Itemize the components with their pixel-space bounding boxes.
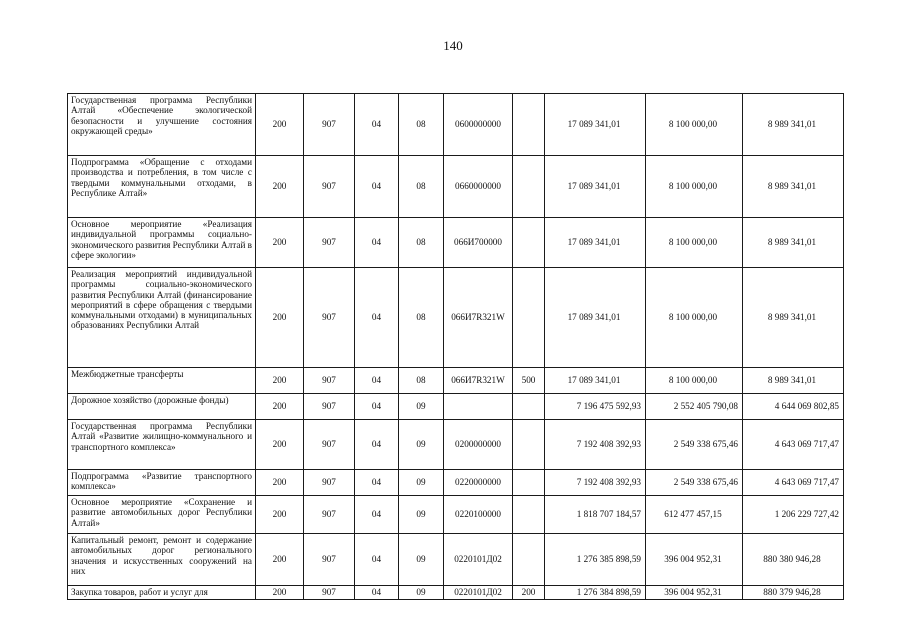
table-row <box>68 420 844 470</box>
budget-table <box>67 93 844 600</box>
ved-code: 200 <box>256 420 304 470</box>
section-code: 04 <box>355 218 399 268</box>
grbs-code: 907 <box>304 496 355 534</box>
subsection-code: 08 <box>399 368 444 394</box>
expense-type-code: 200 <box>513 586 545 600</box>
ved-code: 200 <box>256 368 304 394</box>
expense-type-code: 500 <box>513 368 545 394</box>
amount-second: 2 549 338 675,46 <box>646 470 743 496</box>
section-code: 04 <box>355 268 399 368</box>
section-code: 04 <box>355 470 399 496</box>
target-article-code: 0600000000 <box>444 94 513 156</box>
subsection-code: 09 <box>399 534 444 586</box>
expense-type-code <box>513 470 545 496</box>
grbs-code: 907 <box>304 268 355 368</box>
page-number: 140 <box>443 38 463 53</box>
grbs-code: 907 <box>304 586 355 600</box>
row-name: Межбюджетные трансферты <box>68 368 256 394</box>
amount-total: 1 276 384 898,59 <box>545 586 646 600</box>
subsection-code: 08 <box>399 94 444 156</box>
ved-code: 200 <box>256 586 304 600</box>
row-name: Капитальный ремонт, ремонт и содержание автомобильных дорог регионального значения и искусственных сооружений на них <box>68 534 256 586</box>
table-row <box>68 156 844 218</box>
table-row <box>68 218 844 268</box>
grbs-code: 907 <box>304 218 355 268</box>
subsection-code: 09 <box>399 586 444 600</box>
ved-code: 200 <box>256 534 304 586</box>
table-row <box>68 470 844 496</box>
amount-third: 4 643 069 717,47 <box>743 420 844 470</box>
amount-second: 8 100 000,00 <box>646 156 743 218</box>
amount-third: 8 989 341,01 <box>743 94 844 156</box>
amount-third: 8 989 341,01 <box>743 218 844 268</box>
amount-third: 8 989 341,01 <box>743 368 844 394</box>
section-code: 04 <box>355 534 399 586</box>
amount-third: 880 379 946,28 <box>743 586 844 600</box>
ved-code: 200 <box>256 470 304 496</box>
subsection-code: 09 <box>399 420 444 470</box>
ved-code: 200 <box>256 218 304 268</box>
section-code: 04 <box>355 156 399 218</box>
ved-code: 200 <box>256 394 304 420</box>
amount-total: 17 089 341,01 <box>545 268 646 368</box>
section-code: 04 <box>355 586 399 600</box>
amount-third: 1 206 229 727,42 <box>743 496 844 534</box>
amount-third: 880 380 946,28 <box>743 534 844 586</box>
grbs-code: 907 <box>304 94 355 156</box>
amount-second: 396 004 952,31 <box>646 534 743 586</box>
expense-type-code <box>513 534 545 586</box>
amount-third: 8 989 341,01 <box>743 156 844 218</box>
amount-total: 7 192 408 392,93 <box>545 420 646 470</box>
expense-type-code <box>513 420 545 470</box>
amount-second: 2 549 338 675,46 <box>646 420 743 470</box>
target-article-code: 0220000000 <box>444 470 513 496</box>
grbs-code: 907 <box>304 470 355 496</box>
amount-third: 4 644 069 802,85 <box>743 394 844 420</box>
table-row <box>68 394 844 420</box>
target-article-code: 0220101Д02 <box>444 534 513 586</box>
section-code: 04 <box>355 368 399 394</box>
target-article-code: 0220100000 <box>444 496 513 534</box>
amount-second: 8 100 000,00 <box>646 368 743 394</box>
expense-type-code <box>513 156 545 218</box>
amount-second: 612 477 457,15 <box>646 496 743 534</box>
table-row <box>68 268 844 368</box>
expense-type-code <box>513 268 545 368</box>
expense-type-code <box>513 496 545 534</box>
table-row <box>68 534 844 586</box>
amount-second: 2 552 405 790,08 <box>646 394 743 420</box>
section-code: 04 <box>355 394 399 420</box>
target-article-code: 0660000000 <box>444 156 513 218</box>
subsection-code: 09 <box>399 496 444 534</box>
row-name: Подпрограмма «Развитие транспортного комплекса» <box>68 470 256 496</box>
ved-code: 200 <box>256 156 304 218</box>
section-code: 04 <box>355 496 399 534</box>
target-article-code: 066И7R321W <box>444 368 513 394</box>
table-row <box>68 586 844 600</box>
target-article-code: 066И700000 <box>444 218 513 268</box>
target-article-code: 0200000000 <box>444 420 513 470</box>
subsection-code: 09 <box>399 470 444 496</box>
amount-total: 17 089 341,01 <box>545 218 646 268</box>
ved-code: 200 <box>256 268 304 368</box>
row-name: Государственная программа Республики Алтай «Обеспечение экологической безопасности и улучшение состояния окружающей среды» <box>68 94 256 156</box>
ved-code: 200 <box>256 496 304 534</box>
expense-type-code <box>513 94 545 156</box>
amount-third: 4 643 069 717,47 <box>743 470 844 496</box>
expense-type-code <box>513 394 545 420</box>
section-code: 04 <box>355 420 399 470</box>
row-name: Закупка товаров, работ и услуг для <box>68 586 256 600</box>
row-name: Основное мероприятие «Реализация индивидуальной программы социально-экономического развития Республики Алтай в сфере экологии» <box>68 218 256 268</box>
amount-total: 1 818 707 184,57 <box>545 496 646 534</box>
row-name: Дорожное хозяйство (дорожные фонды) <box>68 394 256 420</box>
amount-total: 17 089 341,01 <box>545 368 646 394</box>
table-row <box>68 368 844 394</box>
row-name: Реализация мероприятий индивидуальной программы социально-экономического развития Республики Алтай (финансирование мероприятий в сфере обращения с твердыми коммунальными отходами) в муниципальных образованиях Республики Алтай <box>68 268 256 368</box>
amount-second: 8 100 000,00 <box>646 218 743 268</box>
amount-total: 17 089 341,01 <box>545 156 646 218</box>
grbs-code: 907 <box>304 420 355 470</box>
expense-type-code <box>513 218 545 268</box>
row-name: Государственная программа Республики Алтай «Развитие жилищно-коммунального и транспортного комплекса» <box>68 420 256 470</box>
row-name: Подпрограмма «Обращение с отходами производства и потребления, в том числе с твердыми коммунальными отходами, в Республике Алтай» <box>68 156 256 218</box>
section-code: 04 <box>355 94 399 156</box>
amount-total: 7 192 408 392,93 <box>545 470 646 496</box>
ved-code: 200 <box>256 94 304 156</box>
subsection-code: 08 <box>399 218 444 268</box>
amount-total: 1 276 385 898,59 <box>545 534 646 586</box>
amount-total: 7 196 475 592,93 <box>545 394 646 420</box>
amount-second: 396 004 952,31 <box>646 586 743 600</box>
amount-second: 8 100 000,00 <box>646 94 743 156</box>
subsection-code: 08 <box>399 156 444 218</box>
target-article-code: 0220101Д02 <box>444 586 513 600</box>
row-name: Основное мероприятие «Сохранение и развитие автомобильных дорог Республики Алтай» <box>68 496 256 534</box>
target-article-code <box>444 394 513 420</box>
target-article-code: 066И7R321W <box>444 268 513 368</box>
grbs-code: 907 <box>304 534 355 586</box>
subsection-code: 09 <box>399 394 444 420</box>
grbs-code: 907 <box>304 368 355 394</box>
grbs-code: 907 <box>304 156 355 218</box>
amount-total: 17 089 341,01 <box>545 94 646 156</box>
subsection-code: 08 <box>399 268 444 368</box>
amount-third: 8 989 341,01 <box>743 268 844 368</box>
table-row <box>68 496 844 534</box>
table-row <box>68 94 844 156</box>
grbs-code: 907 <box>304 394 355 420</box>
amount-second: 8 100 000,00 <box>646 268 743 368</box>
